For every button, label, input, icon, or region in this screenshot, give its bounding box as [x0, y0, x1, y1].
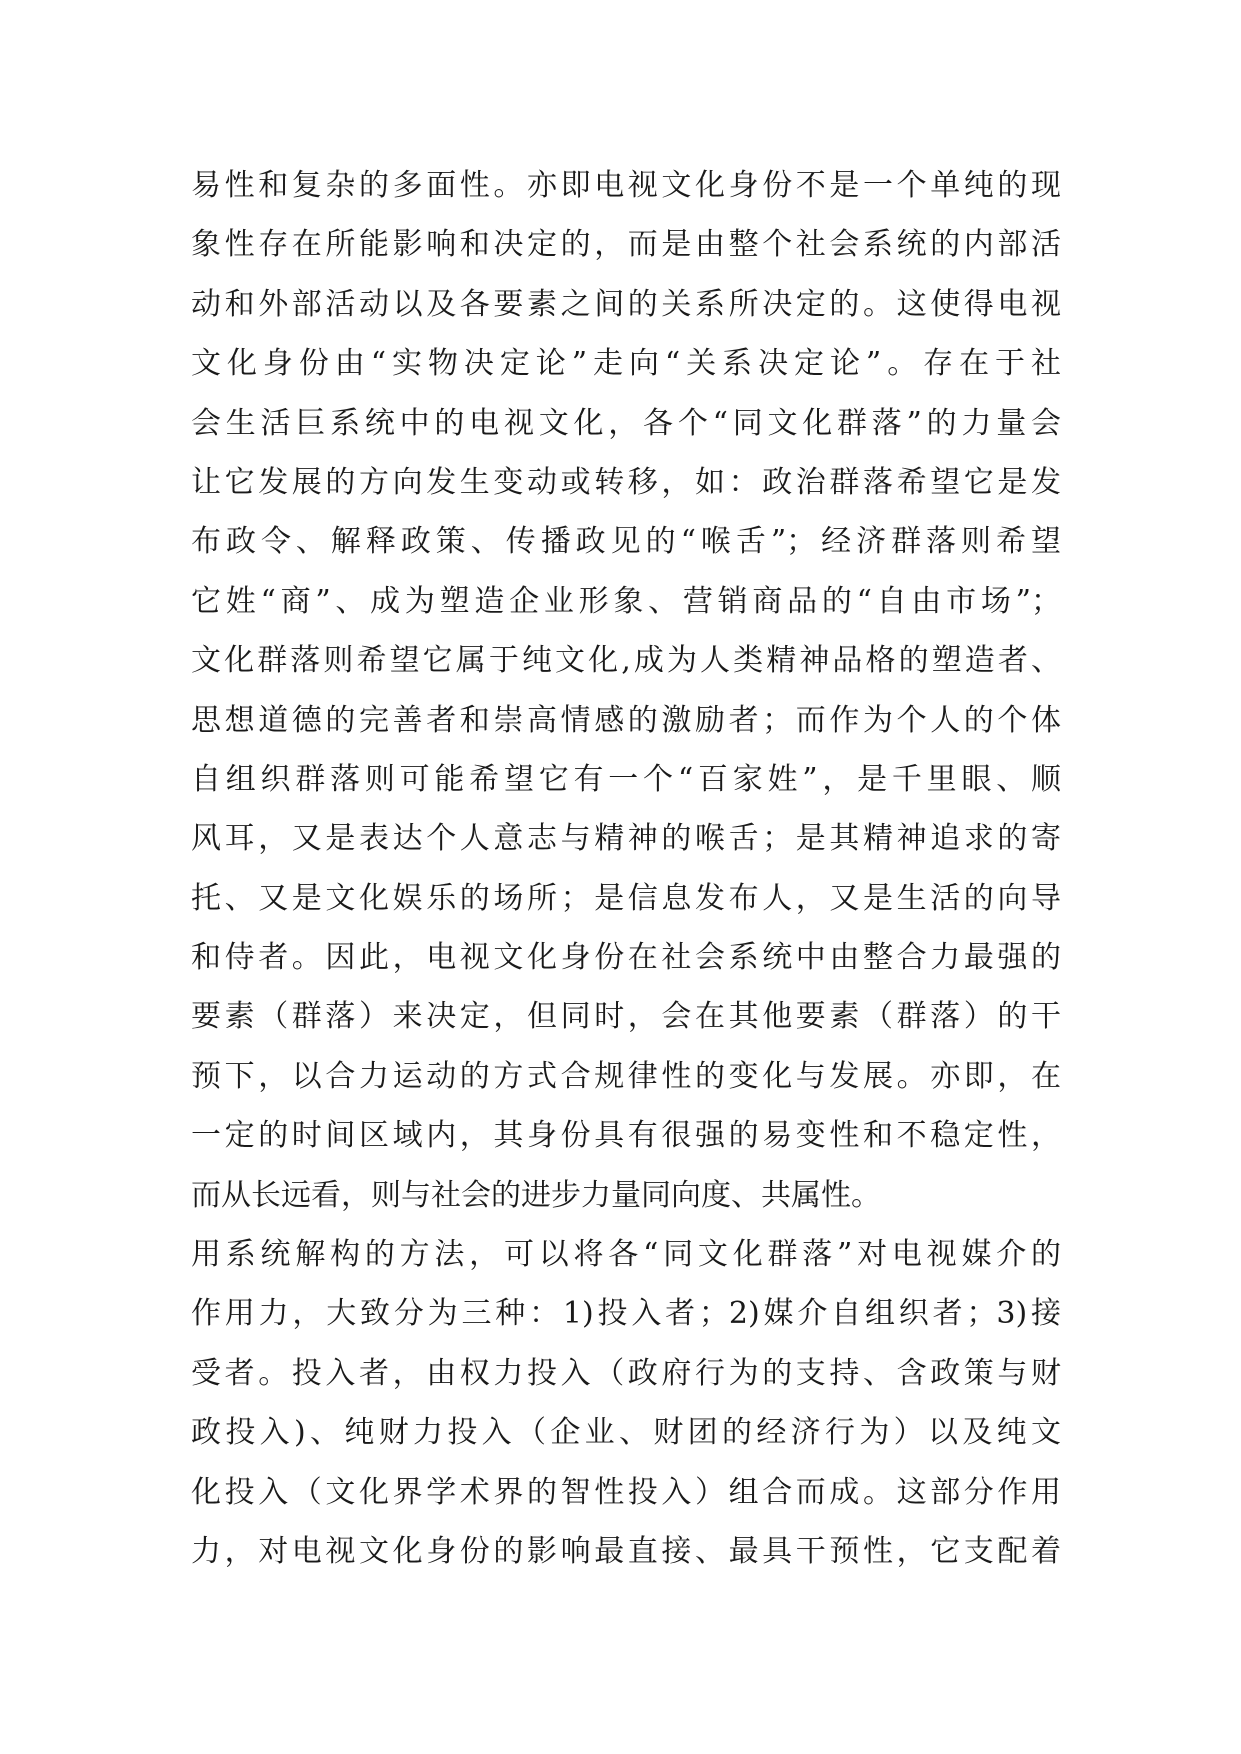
text-line: 让它发展的方向发生变动或转移，如：政治群落希望它是发	[191, 464, 1061, 500]
text-line: 风耳，又是表达个人意志与精神的喉舌；是其精神追求的寄	[191, 821, 1061, 857]
text-line: 作用力，大致分为三种：1)投入者；2)媒介自组织者；3)接	[191, 1296, 1061, 1332]
text-line: 文化群落则希望它属于纯文化,成为人类精神品格的塑造者、	[191, 643, 1061, 679]
text-line: 受者。投入者，由权力投入（政府行为的支持、含政策与财	[191, 1355, 1061, 1391]
text-line: 和侍者。因此，电视文化身份在社会系统中由整合力最强的	[191, 940, 1061, 976]
text-line: 力，对电视文化身份的影响最直接、最具干预性，它支配着	[191, 1533, 1061, 1569]
text-line: 思想道德的完善者和崇高情感的激励者；而作为个人的个体	[191, 702, 1061, 738]
paragraph-end-line: 而从长远看，则与社会的进步力量同向度、共属性。	[191, 1177, 881, 1213]
body-text	[191, 156, 1061, 1581]
text-line: 要素（群落）来决定，但同时，会在其他要素（群落）的干	[191, 999, 1061, 1035]
text-line: 自组织群落则可能希望它有一个“百家姓”，是千里眼、顺	[191, 761, 1061, 797]
text-line: 一定的时间区域内，其身份具有很强的易变性和不稳定性，	[191, 1118, 1061, 1154]
text-line: 用系统解构的方法，可以将各“同文化群落”对电视媒介的	[191, 1237, 1061, 1273]
text-line: 象性存在所能影响和决定的，而是由整个社会系统的内部活	[191, 227, 1061, 263]
text-line: 会生活巨系统中的电视文化，各个“同文化群落”的力量会	[191, 405, 1061, 441]
text-line: 政投入)、纯财力投入（企业、财团的经济行为）以及纯文	[191, 1415, 1061, 1451]
text-line: 预下，以合力运动的方式合规律性的变化与发展。亦即，在	[191, 1058, 1061, 1094]
text-line: 文化身份由“实物决定论”走向“关系决定论”。存在于社	[191, 346, 1061, 382]
text-line: 它姓“商”、成为塑造企业形象、营销商品的“自由市场”；	[191, 583, 1061, 619]
text-line: 布政令、解释政策、传播政见的“喉舌”；经济群落则希望	[191, 524, 1061, 560]
text-line: 动和外部活动以及各要素之间的关系所决定的。这使得电视	[191, 286, 1061, 322]
text-line: 易性和复杂的多面性。亦即电视文化身份不是一个单纯的现	[191, 168, 1061, 203]
text-line: 托、又是文化娱乐的场所；是信息发布人，又是生活的向导	[191, 880, 1061, 916]
text-line: 化投入（文化界学术界的智性投入）组合而成。这部分作用	[191, 1474, 1061, 1510]
